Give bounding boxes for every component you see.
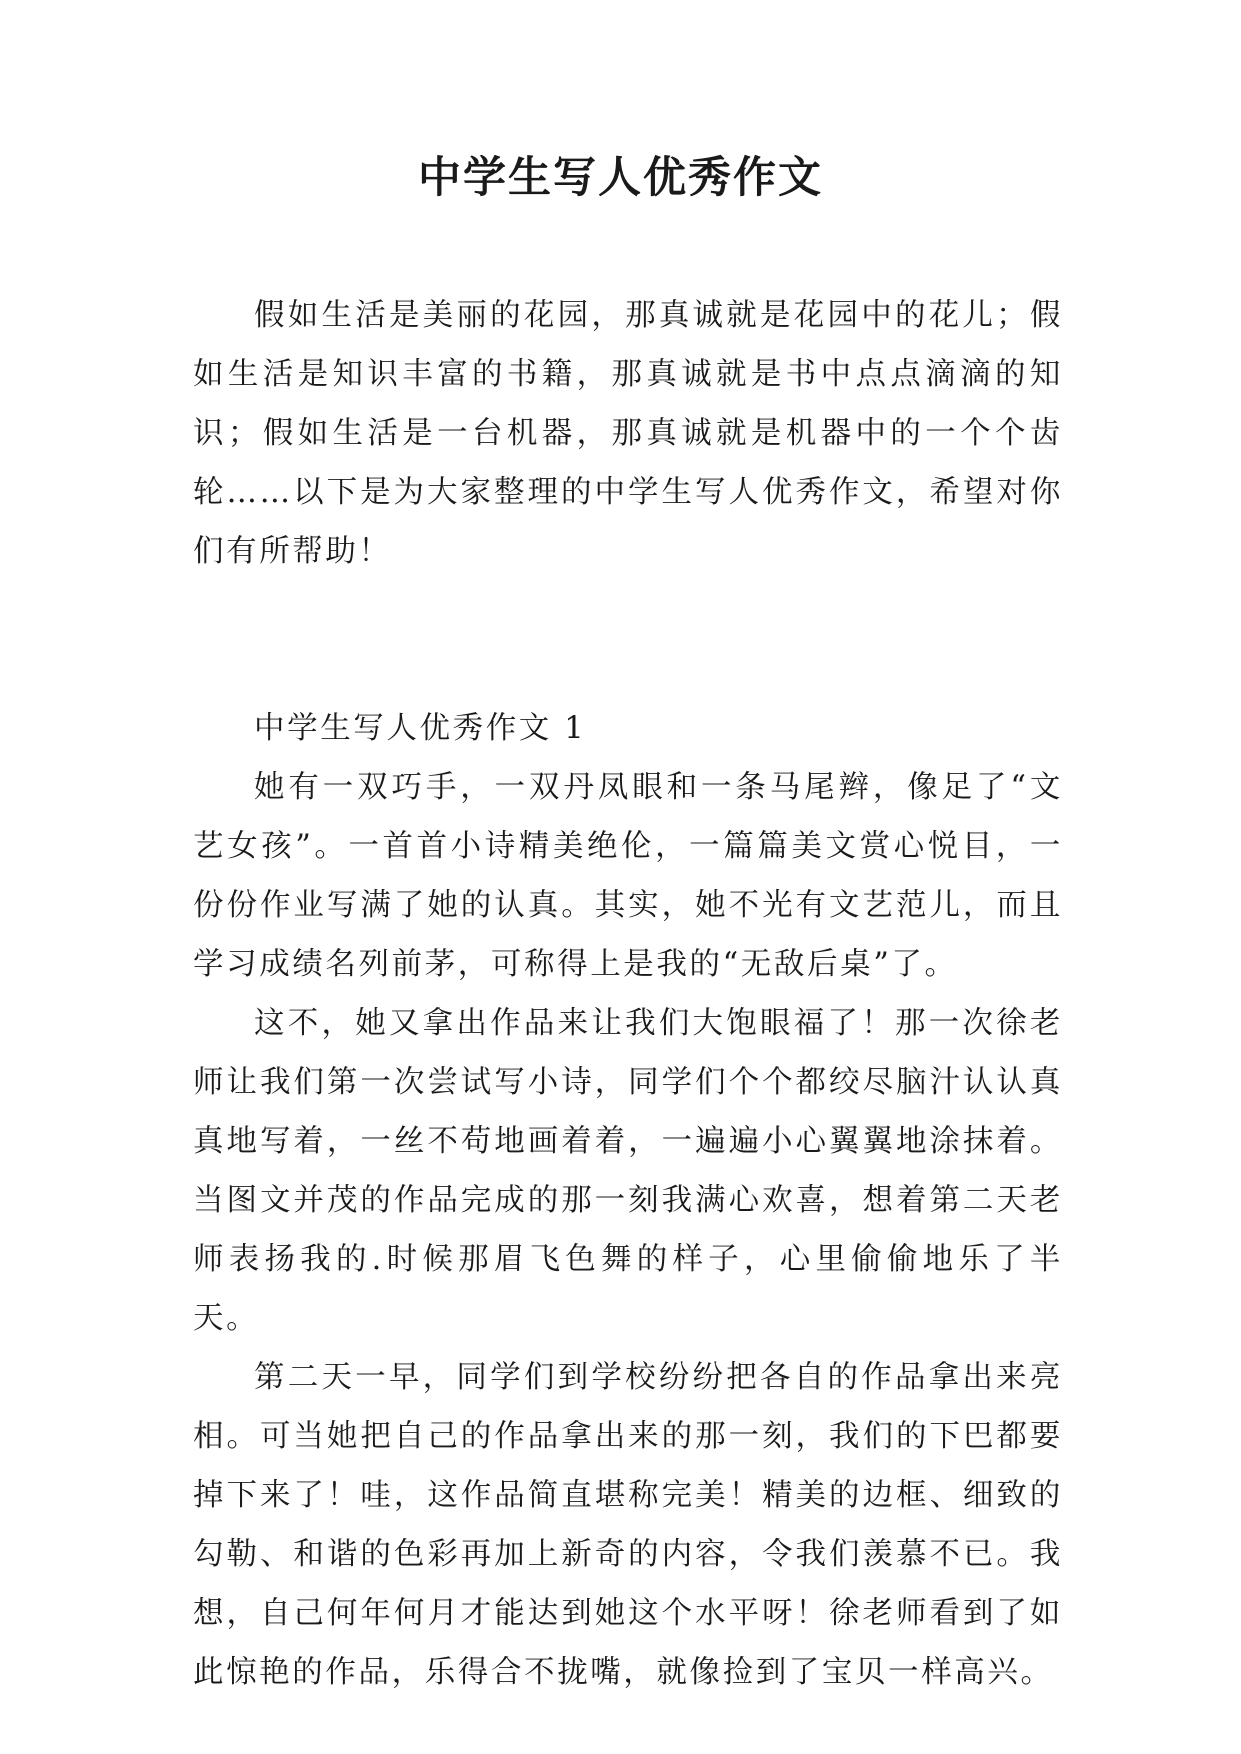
section-spacer bbox=[193, 581, 1063, 699]
intro-paragraph: 假如生活是美丽的花园，那真诚就是花园中的花儿；假如生活是知识丰富的书籍，那真诚就是书中点点滴滴的知识；假如生活是一台机器，那真诚就是机器中的一个个齿轮……以下是为大家整理的中学生写人优秀作文，希望对你们有所帮助！ bbox=[193, 298, 1063, 569]
document-body bbox=[193, 286, 1063, 1702]
body-paragraph: 她有一双巧手，一双丹凤眼和一条马尾辫，像足了“文艺女孩”。一首首小诗精美绝伦，一篇篇美文赏心悦目，一份份作业写满了她的认真。其实，她不光有文艺范儿，而且学习成绩名列前茅，可称得上是我的“无敌后桌”了。 bbox=[193, 770, 1063, 982]
document-title: 中学生写人优秀作文 bbox=[418, 153, 823, 203]
body-paragraph: 这不，她又拿出作品来让我们大饱眼福了！那一次徐老师让我们第一次尝试写小诗，同学们个个都绞尽脑汁认认真真地写着，一丝不苟地画着着，一遍遍小心翼翼地涂抹着。当图文并茂的作品完成的那一刻我满心欢喜，想着第二天老师表扬我的.时候那眉飞色舞的样子，心里偷偷地乐了半天。 bbox=[193, 1006, 1063, 1336]
body-paragraph: 第二天一早，同学们到学校纷纷把各自的作品拿出来亮相。可当她把自己的作品拿出来的那一刻，我们的下巴都要掉下来了！哇，这作品简直堪称完美！精美的边框、细致的勾勒、和谐的色彩再加上新奇的内容，令我们羡慕不已。我想，自己何年何月才能达到她这个水平呀！徐老师看到了如此惊艳的作品，乐得合不拢嘴，就像捡到了宝贝一样高兴。 bbox=[193, 1360, 1063, 1690]
section-heading: 中学生写人优秀作文 1 bbox=[254, 711, 587, 746]
